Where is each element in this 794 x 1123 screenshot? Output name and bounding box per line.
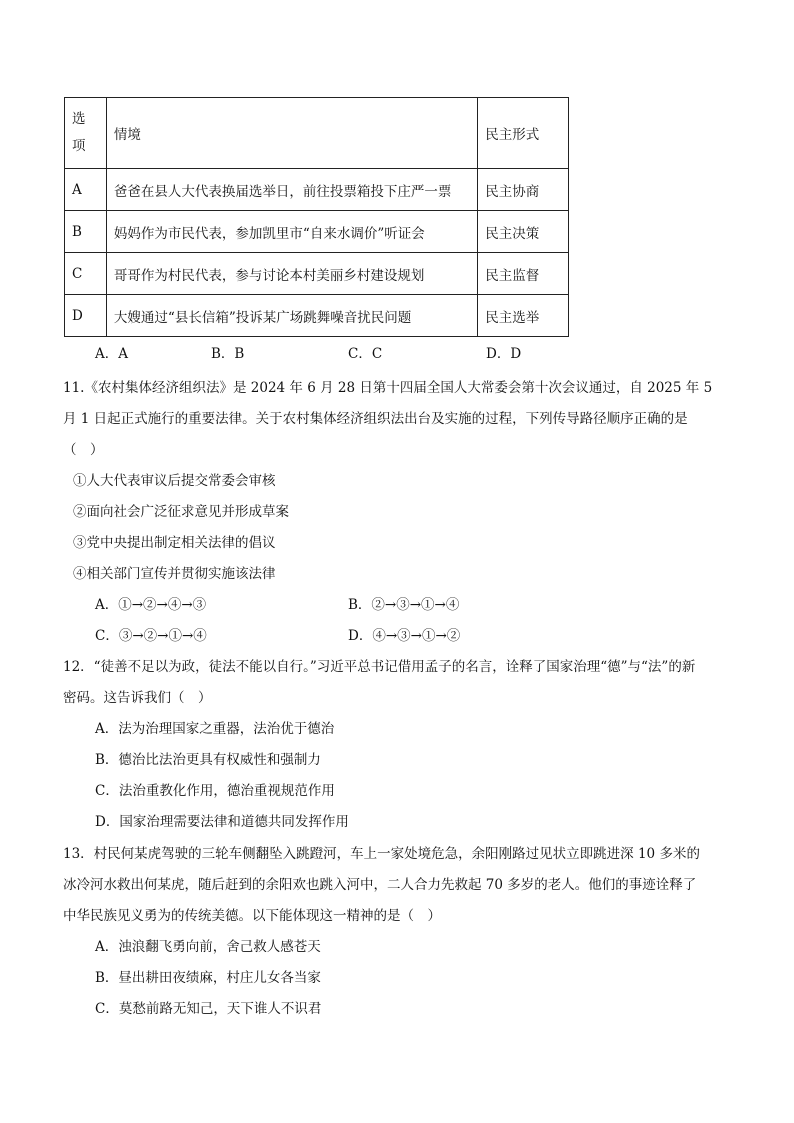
q12-option-d[interactable]: D．国家治理需要法律和道德共同发挥作用	[95, 814, 349, 830]
q10-option-a[interactable]: A．A	[95, 346, 128, 362]
q10-option-b[interactable]: B．B	[211, 346, 245, 362]
row-option: A	[65, 169, 107, 211]
q13-stem-line1: 13．村民何某虎驾驶的三轮车侧翻坠入跳蹬河，车上一家处境危急，余阳刚路过见状立即跳进深 10 多米的	[63, 846, 700, 862]
q11-option-c[interactable]: C．③→②→①→④	[95, 628, 207, 644]
q11-stem-line1: 11.《农村集体经济组织法》是 2024 年 6 月 28 日第十四届全国人大常委会第十次会议通过，自 2025 年 5	[63, 380, 713, 396]
q12-option-c[interactable]: C．法治重教化作用，德治重视规范作用	[95, 783, 335, 799]
democracy-forms-table	[64, 97, 569, 337]
q11-statement-3: ③党中央提出制定相关法律的倡议	[73, 535, 276, 551]
q11-option-d[interactable]: D．④→③→①→②	[348, 628, 461, 644]
row-option: C	[65, 253, 107, 295]
row-scenario: 大嫂通过“县长信箱”投诉某广场跳舞噪音扰民问题	[106, 295, 477, 337]
q11-option-b[interactable]: B．②→③→①→④	[348, 597, 460, 613]
q11-stem-line2: 月 1 日起正式施行的重要法律。关于农村集体经济组织法出台及实施的过程，下列传导路径顺序正确的是	[63, 411, 688, 427]
header-option-cell: 选 项	[65, 98, 107, 169]
q11-statement-4: ④相关部门宣传并贯彻实施该法律	[73, 566, 276, 582]
q11-statement-2: ②面向社会广泛征求意见并形成草案	[73, 504, 289, 520]
row-scenario: 哥哥作为村民代表，参与讨论本村美丽乡村建设规划	[106, 253, 477, 295]
row-option: D	[65, 295, 107, 337]
row-form: 民主决策	[478, 211, 569, 253]
q12-stem-line1: 12．“徒善不足以为政，徒法不能以自行。”习近平总书记借用孟子的名言，诠释了国家治理“德”与“法”的新	[63, 659, 696, 675]
q13-option-c[interactable]: C．莫愁前路无知己，天下谁人不识君	[95, 1001, 322, 1017]
row-scenario: 妈妈作为市民代表，参加凯里市“自来水调价”听证会	[106, 211, 477, 253]
q12-option-b[interactable]: B．德治比法治更具有权威性和强制力	[95, 752, 321, 768]
table-row	[65, 169, 569, 211]
row-form: 民主协商	[478, 169, 569, 211]
row-form: 民主选举	[478, 295, 569, 337]
q13-option-a[interactable]: A．浊浪翻飞勇向前，舍己救人感苍天	[95, 939, 321, 955]
row-option: B	[65, 211, 107, 253]
q11-option-a[interactable]: A．①→②→④→③	[95, 597, 207, 613]
q10-option-c[interactable]: C．C	[348, 346, 383, 362]
table-row	[65, 295, 569, 337]
q10-option-d[interactable]: D．D	[486, 346, 522, 362]
q11-statement-1: ①人大代表审议后提交常委会审核	[73, 473, 276, 489]
header-scenario-cell: 情境	[106, 98, 477, 169]
row-scenario: 爸爸在县人大代表换届选举日，前往投票箱投下庄严一票	[106, 169, 477, 211]
q13-stem-line3: 中华民族见义勇为的传统美德。以下能体现这一精神的是（ ）	[63, 908, 441, 924]
q12-stem-line2: 密码。这告诉我们（ ）	[63, 690, 212, 706]
table-header-row	[65, 98, 569, 169]
q12-option-a[interactable]: A．法为治理国家之重器，法治优于德治	[95, 721, 335, 737]
table-row	[65, 253, 569, 295]
row-form: 民主监督	[478, 253, 569, 295]
q13-option-b[interactable]: B．昼出耕田夜绩麻，村庄儿女各当家	[95, 970, 321, 986]
q11-stem-line3: （ ）	[63, 442, 104, 458]
q13-stem-line2: 冰冷河水救出何某虎，随后赶到的余阳欢也跳入河中，二人合力先救起 70 多岁的老人。他们的事迹诠释了	[63, 877, 697, 893]
header-form-cell: 民主形式	[478, 98, 569, 169]
table-row	[65, 211, 569, 253]
